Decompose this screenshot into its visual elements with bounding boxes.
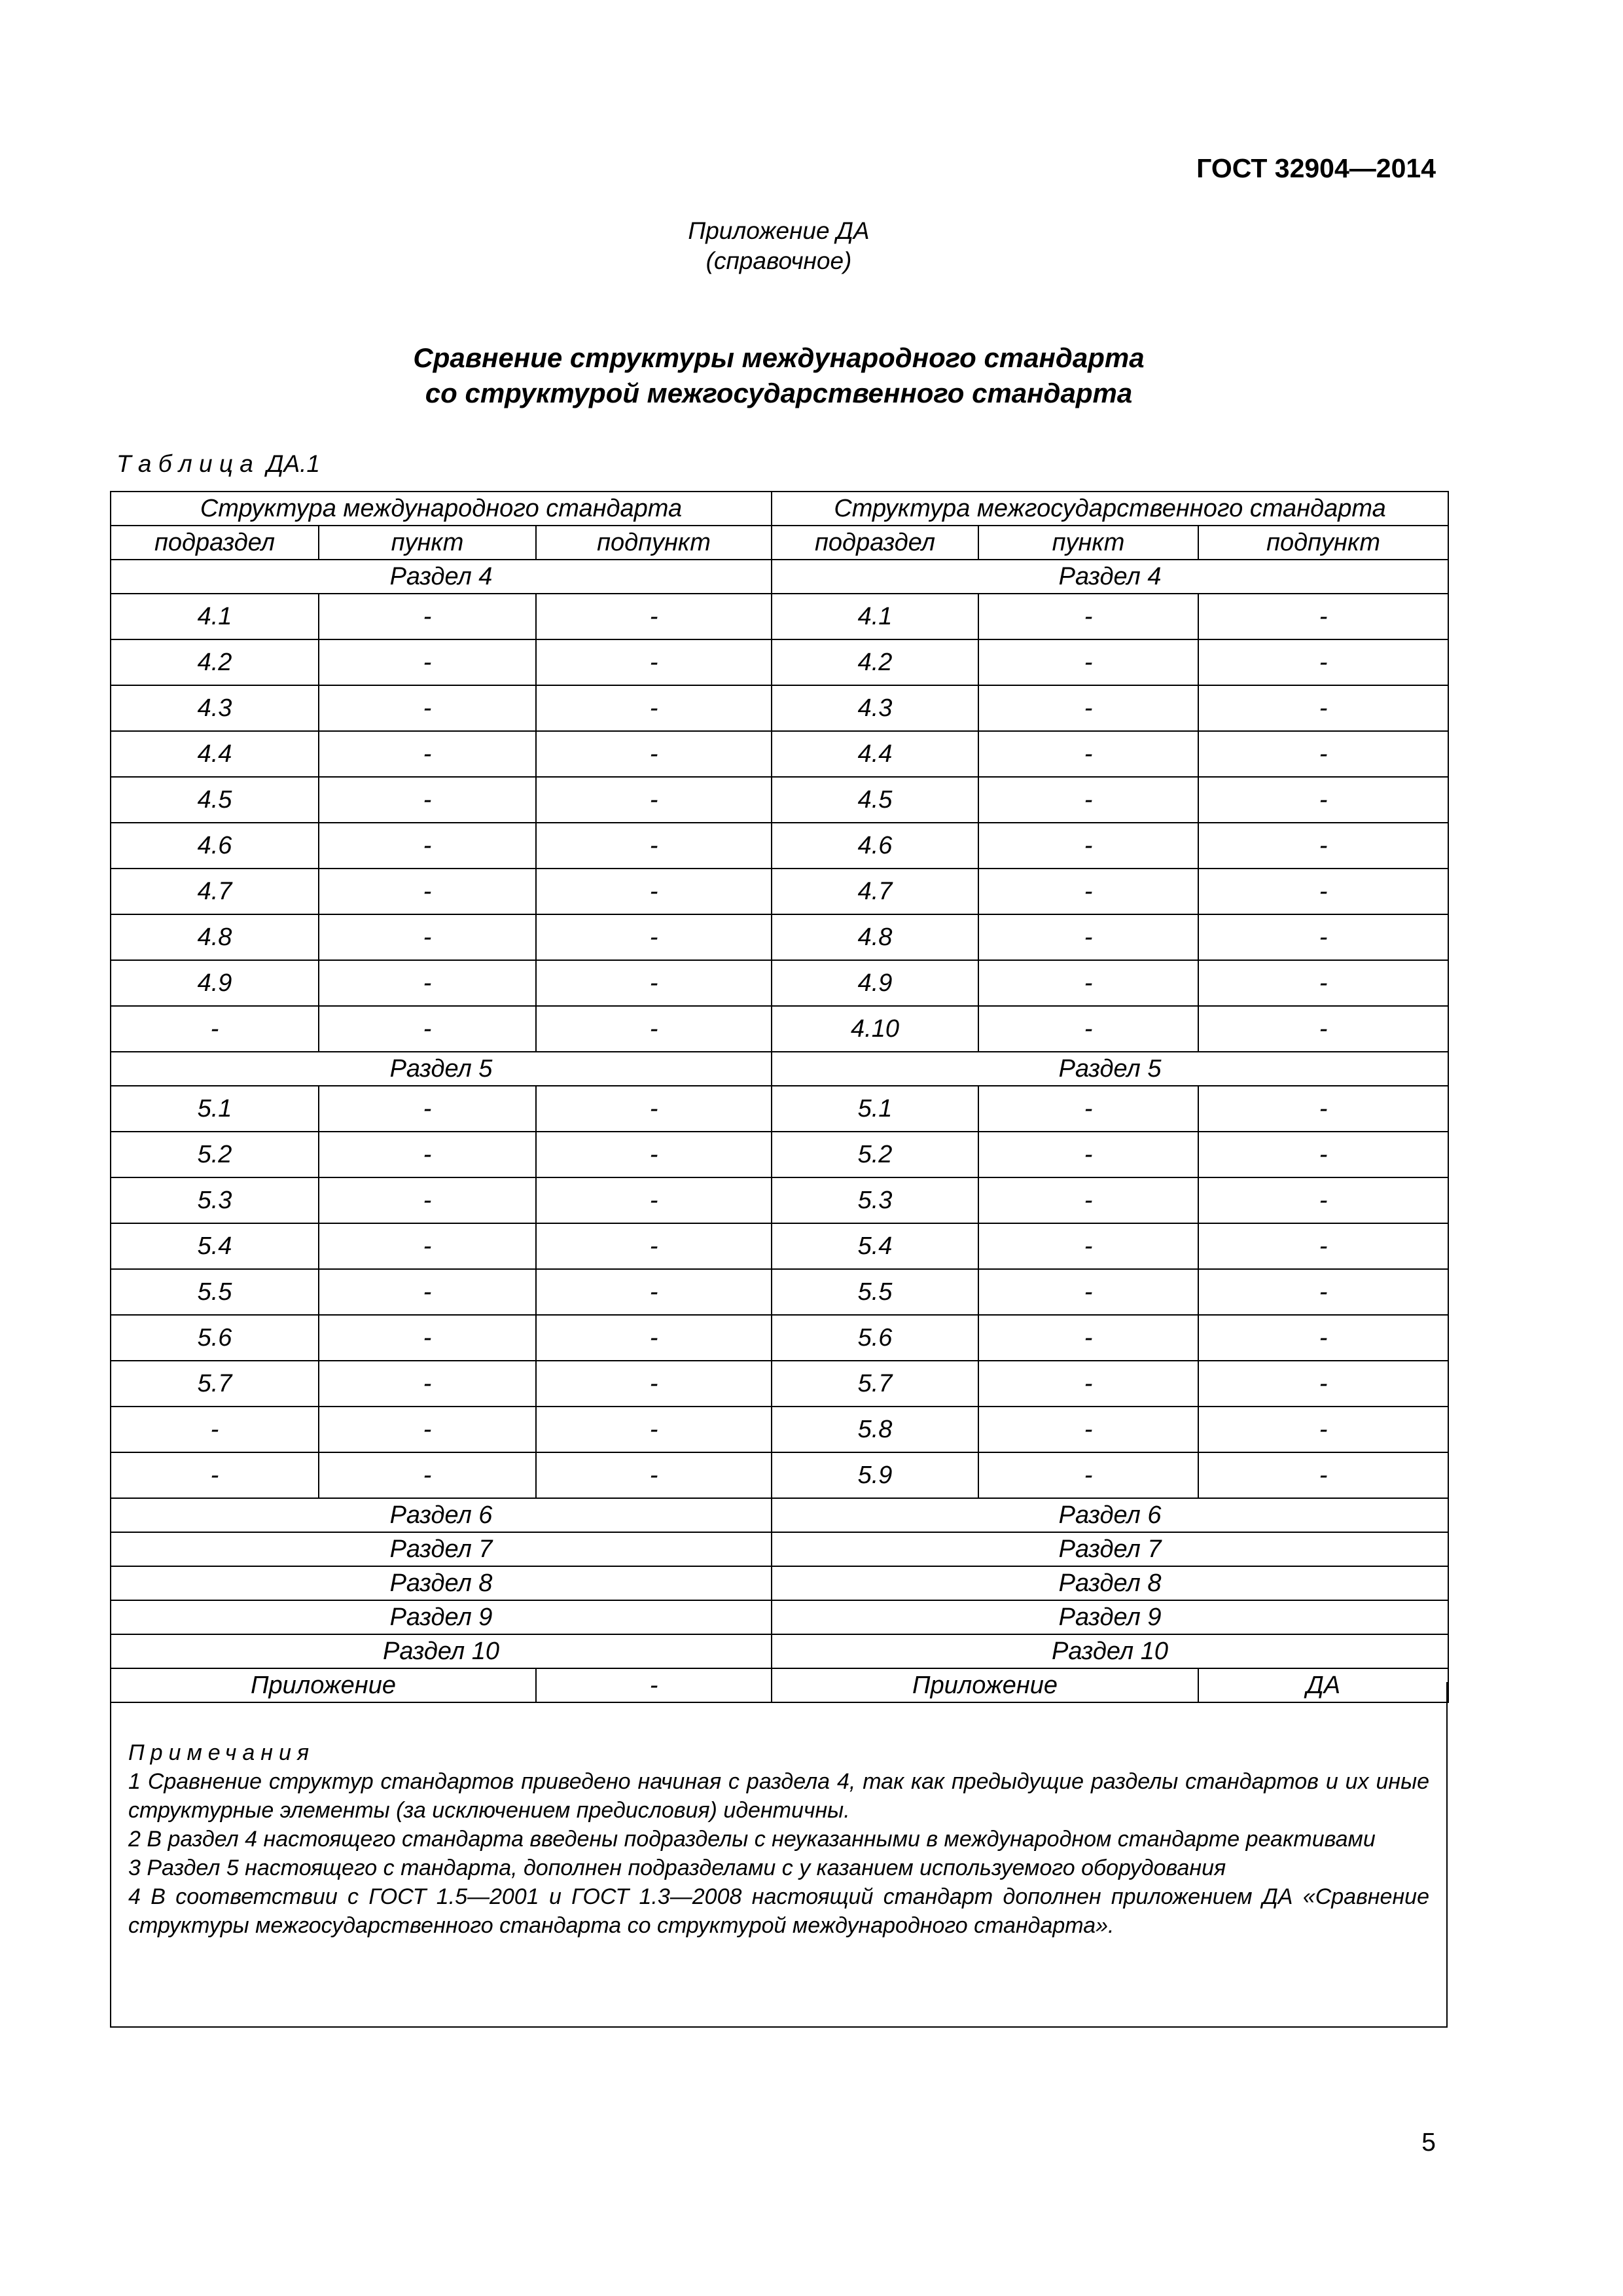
table-cell: - (1198, 1132, 1448, 1177)
section-label-left: Раздел 6 (111, 1498, 772, 1532)
notes-heading: Примечания (128, 1740, 315, 1765)
table-cell: - (536, 639, 772, 685)
notes-content (128, 1738, 1429, 1940)
group-header-international: Структура международного стандарта (111, 492, 772, 526)
table-row (111, 1452, 1448, 1498)
table-cell: - (319, 1315, 536, 1361)
section-label-left: Раздел 8 (111, 1566, 772, 1600)
table-cell: 5.1 (111, 1086, 319, 1132)
table-cell: - (1198, 685, 1448, 731)
section-label-left: Раздел 7 (111, 1532, 772, 1566)
table-row (111, 777, 1448, 823)
table-cell: 4.8 (111, 914, 319, 960)
section-label-left: Раздел 10 (111, 1634, 772, 1668)
table-cell: 5.1 (772, 1086, 978, 1132)
table-cell: - (1198, 1269, 1448, 1315)
table-cell: - (536, 685, 772, 731)
table-cell: 5.3 (111, 1177, 319, 1223)
table-cell: - (536, 1407, 772, 1452)
note-item: 2 В раздел 4 настоящего стандарта введены подразделы с неуказанными в международном стандарте реактивами (128, 1827, 1376, 1852)
notes-box (110, 1682, 1448, 2028)
table-cell: 4.7 (772, 869, 978, 914)
column-header: подпункт (1198, 526, 1448, 560)
table-cell: 5.7 (111, 1361, 319, 1407)
note-item: 1 Сравнение структур стандартов приведено начиная с раздела 4, так как предыдущие разделы стандартов и их иные структурные элементы (за исключением предисловия) идентичны. (128, 1769, 1429, 1823)
table-cell: - (319, 1177, 536, 1223)
appendix-label-left: Приложение (111, 1668, 536, 1702)
table-cell: - (319, 960, 536, 1006)
table-cell: - (319, 685, 536, 731)
table-cell: - (1198, 1407, 1448, 1452)
table-cell: - (1198, 1006, 1448, 1052)
table-cell: - (319, 1269, 536, 1315)
table-cell: - (319, 823, 536, 869)
table-cell: - (536, 1269, 772, 1315)
table-cell: - (1198, 731, 1448, 777)
table-cell: - (978, 1269, 1198, 1315)
appendix-title: Приложение ДА (688, 217, 870, 244)
table-cell: 4.7 (111, 869, 319, 914)
section-row (111, 1634, 1448, 1668)
table-cell: - (536, 869, 772, 914)
section-row (111, 560, 1448, 594)
table-cell: 4.2 (772, 639, 978, 685)
table-cell: - (536, 1132, 772, 1177)
column-header-row (111, 526, 1448, 560)
table-cell: - (978, 639, 1198, 685)
table-row (111, 1086, 1448, 1132)
table-cell: 4.6 (111, 823, 319, 869)
table-cell: - (319, 1361, 536, 1407)
column-header: подпункт (536, 526, 772, 560)
section-row (111, 1566, 1448, 1600)
section-label-right: Раздел 9 (772, 1600, 1448, 1634)
column-header: подраздел (772, 526, 978, 560)
column-header: пункт (978, 526, 1198, 560)
table-cell: - (1198, 777, 1448, 823)
table-cell: - (536, 823, 772, 869)
table-row (111, 1315, 1448, 1361)
section-label-left: Раздел 4 (111, 560, 772, 594)
group-header-row (111, 492, 1448, 526)
table-cell: - (1198, 823, 1448, 869)
appendix-value-right: ДА (1198, 1668, 1448, 1702)
table-cell: - (978, 1223, 1198, 1269)
table-cell: - (1198, 1361, 1448, 1407)
table-cell: - (978, 1006, 1198, 1052)
table-cell: - (978, 594, 1198, 639)
table-cell: - (1198, 1315, 1448, 1361)
page-title-line-1: Сравнение структуры международного стандарта (413, 342, 1145, 373)
table-caption: Т а б л и ц а ДА.1 (116, 450, 320, 477)
table-cell: - (111, 1407, 319, 1452)
table-cell: - (536, 594, 772, 639)
table-row (111, 914, 1448, 960)
page-number: 5 (1421, 2128, 1436, 2157)
table-cell: 4.4 (772, 731, 978, 777)
table-cell: - (978, 1407, 1198, 1452)
table-cell: 5.2 (772, 1132, 978, 1177)
table-cell: - (1198, 1452, 1448, 1498)
section-label-right: Раздел 8 (772, 1566, 1448, 1600)
group-header-interstate: Структура межгосударственного стандарта (772, 492, 1448, 526)
table-cell: - (536, 1315, 772, 1361)
table-cell: - (978, 1086, 1198, 1132)
appendix-subtitle: (справочное) (705, 247, 852, 274)
table-row (111, 1177, 1448, 1223)
comparison-table-body (111, 492, 1448, 1702)
table-row (111, 1132, 1448, 1177)
section-label-left: Раздел 9 (111, 1600, 772, 1634)
table-cell: - (319, 1407, 536, 1452)
table-cell: 5.7 (772, 1361, 978, 1407)
table-cell: 5.5 (772, 1269, 978, 1315)
table-cell: 5.6 (772, 1315, 978, 1361)
table-cell: 5.8 (772, 1407, 978, 1452)
table-cell: - (1198, 914, 1448, 960)
table-cell: 5.3 (772, 1177, 978, 1223)
table-cell: 4.1 (772, 594, 978, 639)
table-row (111, 1006, 1448, 1052)
appendix-label-right: Приложение (772, 1668, 1198, 1702)
section-label-left: Раздел 5 (111, 1052, 772, 1086)
table-cell: - (111, 1452, 319, 1498)
table-cell: - (319, 1132, 536, 1177)
table-row (111, 731, 1448, 777)
table-row (111, 960, 1448, 1006)
table-row (111, 639, 1448, 685)
table-cell: 5.2 (111, 1132, 319, 1177)
table-cell: - (978, 1452, 1198, 1498)
table-cell: - (319, 594, 536, 639)
table-cell: - (111, 1006, 319, 1052)
table-cell: - (536, 1086, 772, 1132)
section-row (111, 1600, 1448, 1634)
table-cell: - (1198, 1223, 1448, 1269)
table-cell: - (536, 960, 772, 1006)
table-row (111, 594, 1448, 639)
table-cell: - (536, 777, 772, 823)
table-cell: - (978, 960, 1198, 1006)
note-item: 4 В соответствии с ГОСТ 1.5—2001 и ГОСТ 1.3—2008 настоящий стандарт дополнен приложением ДА «Сравнение структуры межгосударственного стандарта со структурой международного стандарта». (128, 1884, 1429, 1938)
table-cell: 4.4 (111, 731, 319, 777)
table-cell: 5.4 (772, 1223, 978, 1269)
section-row (111, 1498, 1448, 1532)
appendix-heading (0, 216, 1558, 276)
table-cell: - (978, 869, 1198, 914)
table-cell: - (978, 823, 1198, 869)
table-row (111, 1269, 1448, 1315)
section-label-right: Раздел 10 (772, 1634, 1448, 1668)
table-cell: - (978, 1177, 1198, 1223)
column-header: подраздел (111, 526, 319, 560)
document-code: ГОСТ 32904—2014 (1196, 153, 1436, 183)
table-cell: 4.5 (111, 777, 319, 823)
table-cell: - (536, 1361, 772, 1407)
table-cell: - (319, 869, 536, 914)
table-cell: - (319, 1452, 536, 1498)
table-cell: 4.1 (111, 594, 319, 639)
table-cell: - (536, 1177, 772, 1223)
table-cell: - (1198, 594, 1448, 639)
table-cell: - (1198, 869, 1448, 914)
table-cell: - (978, 1132, 1198, 1177)
table-cell: - (536, 1006, 772, 1052)
comparison-table (110, 491, 1449, 1703)
table-cell: - (536, 1223, 772, 1269)
page-title-line-2: со структурой межгосударственного стандарта (425, 378, 1133, 408)
table-cell: 5.5 (111, 1269, 319, 1315)
table-cell: 4.8 (772, 914, 978, 960)
table-row (111, 1223, 1448, 1269)
table-cell: - (978, 731, 1198, 777)
table-cell: 4.2 (111, 639, 319, 685)
table-cell: - (1198, 639, 1448, 685)
table-cell: - (978, 685, 1198, 731)
section-label-right: Раздел 6 (772, 1498, 1448, 1532)
table-cell: - (536, 914, 772, 960)
table-cell: 4.6 (772, 823, 978, 869)
section-label-right: Раздел 7 (772, 1532, 1448, 1566)
table-cell: - (1198, 960, 1448, 1006)
section-row (111, 1052, 1448, 1086)
table-cell: 4.9 (772, 960, 978, 1006)
table-cell: - (978, 1315, 1198, 1361)
table-cell: - (536, 731, 772, 777)
appendix-value-left: - (536, 1668, 772, 1702)
table-cell: 5.9 (772, 1452, 978, 1498)
table-cell: - (319, 1223, 536, 1269)
section-label-right: Раздел 5 (772, 1052, 1448, 1086)
table-cell: 5.6 (111, 1315, 319, 1361)
table-row (111, 869, 1448, 914)
column-header: пункт (319, 526, 536, 560)
table-cell: 4.10 (772, 1006, 978, 1052)
table-cell: - (978, 1361, 1198, 1407)
section-label-right: Раздел 4 (772, 560, 1448, 594)
table-cell: 4.9 (111, 960, 319, 1006)
table-cell: 4.5 (772, 777, 978, 823)
table-cell: - (319, 1006, 536, 1052)
table-cell: - (319, 639, 536, 685)
note-item: 3 Раздел 5 настоящего с тандарта, дополнен подразделами с у казанием используемого оборудования (128, 1856, 1226, 1880)
table-row (111, 1361, 1448, 1407)
table-cell: - (1198, 1086, 1448, 1132)
table-cell: - (319, 914, 536, 960)
table-cell: 5.4 (111, 1223, 319, 1269)
page-title (0, 340, 1558, 411)
table-row (111, 685, 1448, 731)
table-cell: - (978, 777, 1198, 823)
table-cell: 4.3 (111, 685, 319, 731)
table-cell: - (536, 1452, 772, 1498)
table-cell: - (978, 914, 1198, 960)
table-cell: 4.3 (772, 685, 978, 731)
table-cell: - (319, 777, 536, 823)
table-row (111, 1407, 1448, 1452)
table-cell: - (319, 1086, 536, 1132)
table-row (111, 823, 1448, 869)
table-cell: - (319, 731, 536, 777)
section-row (111, 1532, 1448, 1566)
table-cell: - (1198, 1177, 1448, 1223)
